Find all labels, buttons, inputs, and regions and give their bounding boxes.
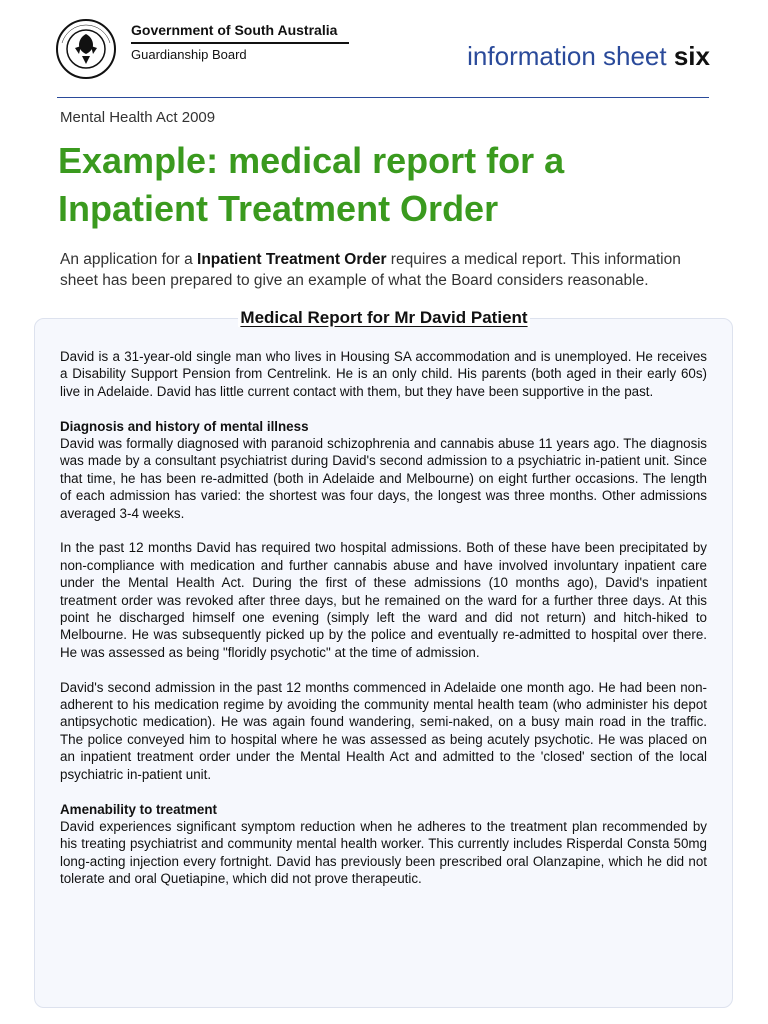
- page-header: [55, 18, 710, 98]
- page-title: [58, 137, 708, 233]
- government-name: Government of South Australia: [131, 22, 349, 44]
- title-line-1: Example: medical report for a: [58, 140, 565, 181]
- intro-text-end: requires a medical report. This information sheet has been prepared to give an example of what the Board considers reasonable.: [60, 251, 681, 289]
- report-title-text: Medical Report for Mr David Patient: [240, 308, 528, 327]
- section-heading-amenability: Amenability to treatment: [60, 801, 217, 817]
- section-heading-diagnosis: Diagnosis and history of mental illness: [60, 418, 309, 434]
- title-line-2: Inpatient Treatment Order: [58, 188, 499, 229]
- report-title: [0, 308, 768, 328]
- board-name: Guardianship Board: [131, 47, 247, 62]
- act-name: Mental Health Act 2009: [60, 109, 216, 126]
- intro-paragraph: [60, 249, 710, 291]
- header-divider: [57, 97, 709, 98]
- report-paragraph-second-admission: David's second admission in the past 12 months commenced in Adelaide one month ago. He had been non-adherent to his medication regime by avoiding the community mental health team (who administer his depot antipsychotic medication). He was again found wandering, semi-naked, on a busy main road in the traffic. The police conveyed him to hospital where he was assessed as being acutely psychotic. He was placed on an inpatient treatment order under the Mental Health Act and admitted to the 'closed' section of the local psychiatric in-patient unit.: [60, 679, 707, 782]
- south-australia-seal-icon: [55, 18, 117, 80]
- sheet-number: six: [673, 41, 710, 71]
- intro-bold-term: Inpatient Treatment Order: [197, 251, 387, 268]
- report-body: [60, 348, 707, 905]
- organisation-block: [131, 22, 349, 62]
- report-paragraph-diagnosis: David was formally diagnosed with paranoid schizophrenia and cannabis abuse 11 years ago. The diagnosis was made by a consultant psychiatrist during David's second admission to a psychiatric in-patient unit. Since that time, he has been re-admitted (both in Adelaide and Melbourne) on eight further occasions. The length of each admission has varied: the shortest was four days, the longest was three months. Other admissions averaged 3-4 weeks.: [60, 436, 707, 521]
- report-paragraph-amenability: David experiences significant symptom reduction when he adheres to the treatment plan recommended by his treating psychiatrist and community mental health worker. This currently includes Risperdal Consta 50mg long-acting injection every fortnight. David has previously been prescribed oral Olanzapine, which he did not tolerate and oral Quetiapine, which did not prove therapeutic.: [60, 818, 707, 887]
- report-paragraph-background: David is a 31-year-old single man who lives in Housing SA accommodation and is unemployed. He receives a Disability Support Pension from Centrelink. He is an only child. His parents (both aged in their early 60s) live in Adelaide. David has little current contact with them, but they have been supportive in the past.: [60, 349, 707, 399]
- report-paragraph-recent-admissions: In the past 12 months David has required two hospital admissions. Both of these have been precipitated by non-compliance with medication and further cannabis abuse and have involved involuntary inpatient care under the Mental Health Act. During the first of these admissions (10 months ago), David's inpatient treatment order was revoked after three days, but he remained on the ward for a further three days. At this point he discharged himself one evening (simply left the ward and did not return) and hitch-hiked to Melbourne. He was subsequently picked up by the police and eventually re-admitted to hospital over there. He was assessed as being "floridly psychotic" at the time of admission.: [60, 540, 707, 660]
- sheet-prefix: information sheet: [467, 41, 667, 71]
- information-sheet-label: [467, 41, 710, 72]
- intro-text-start: An application for a: [60, 251, 198, 268]
